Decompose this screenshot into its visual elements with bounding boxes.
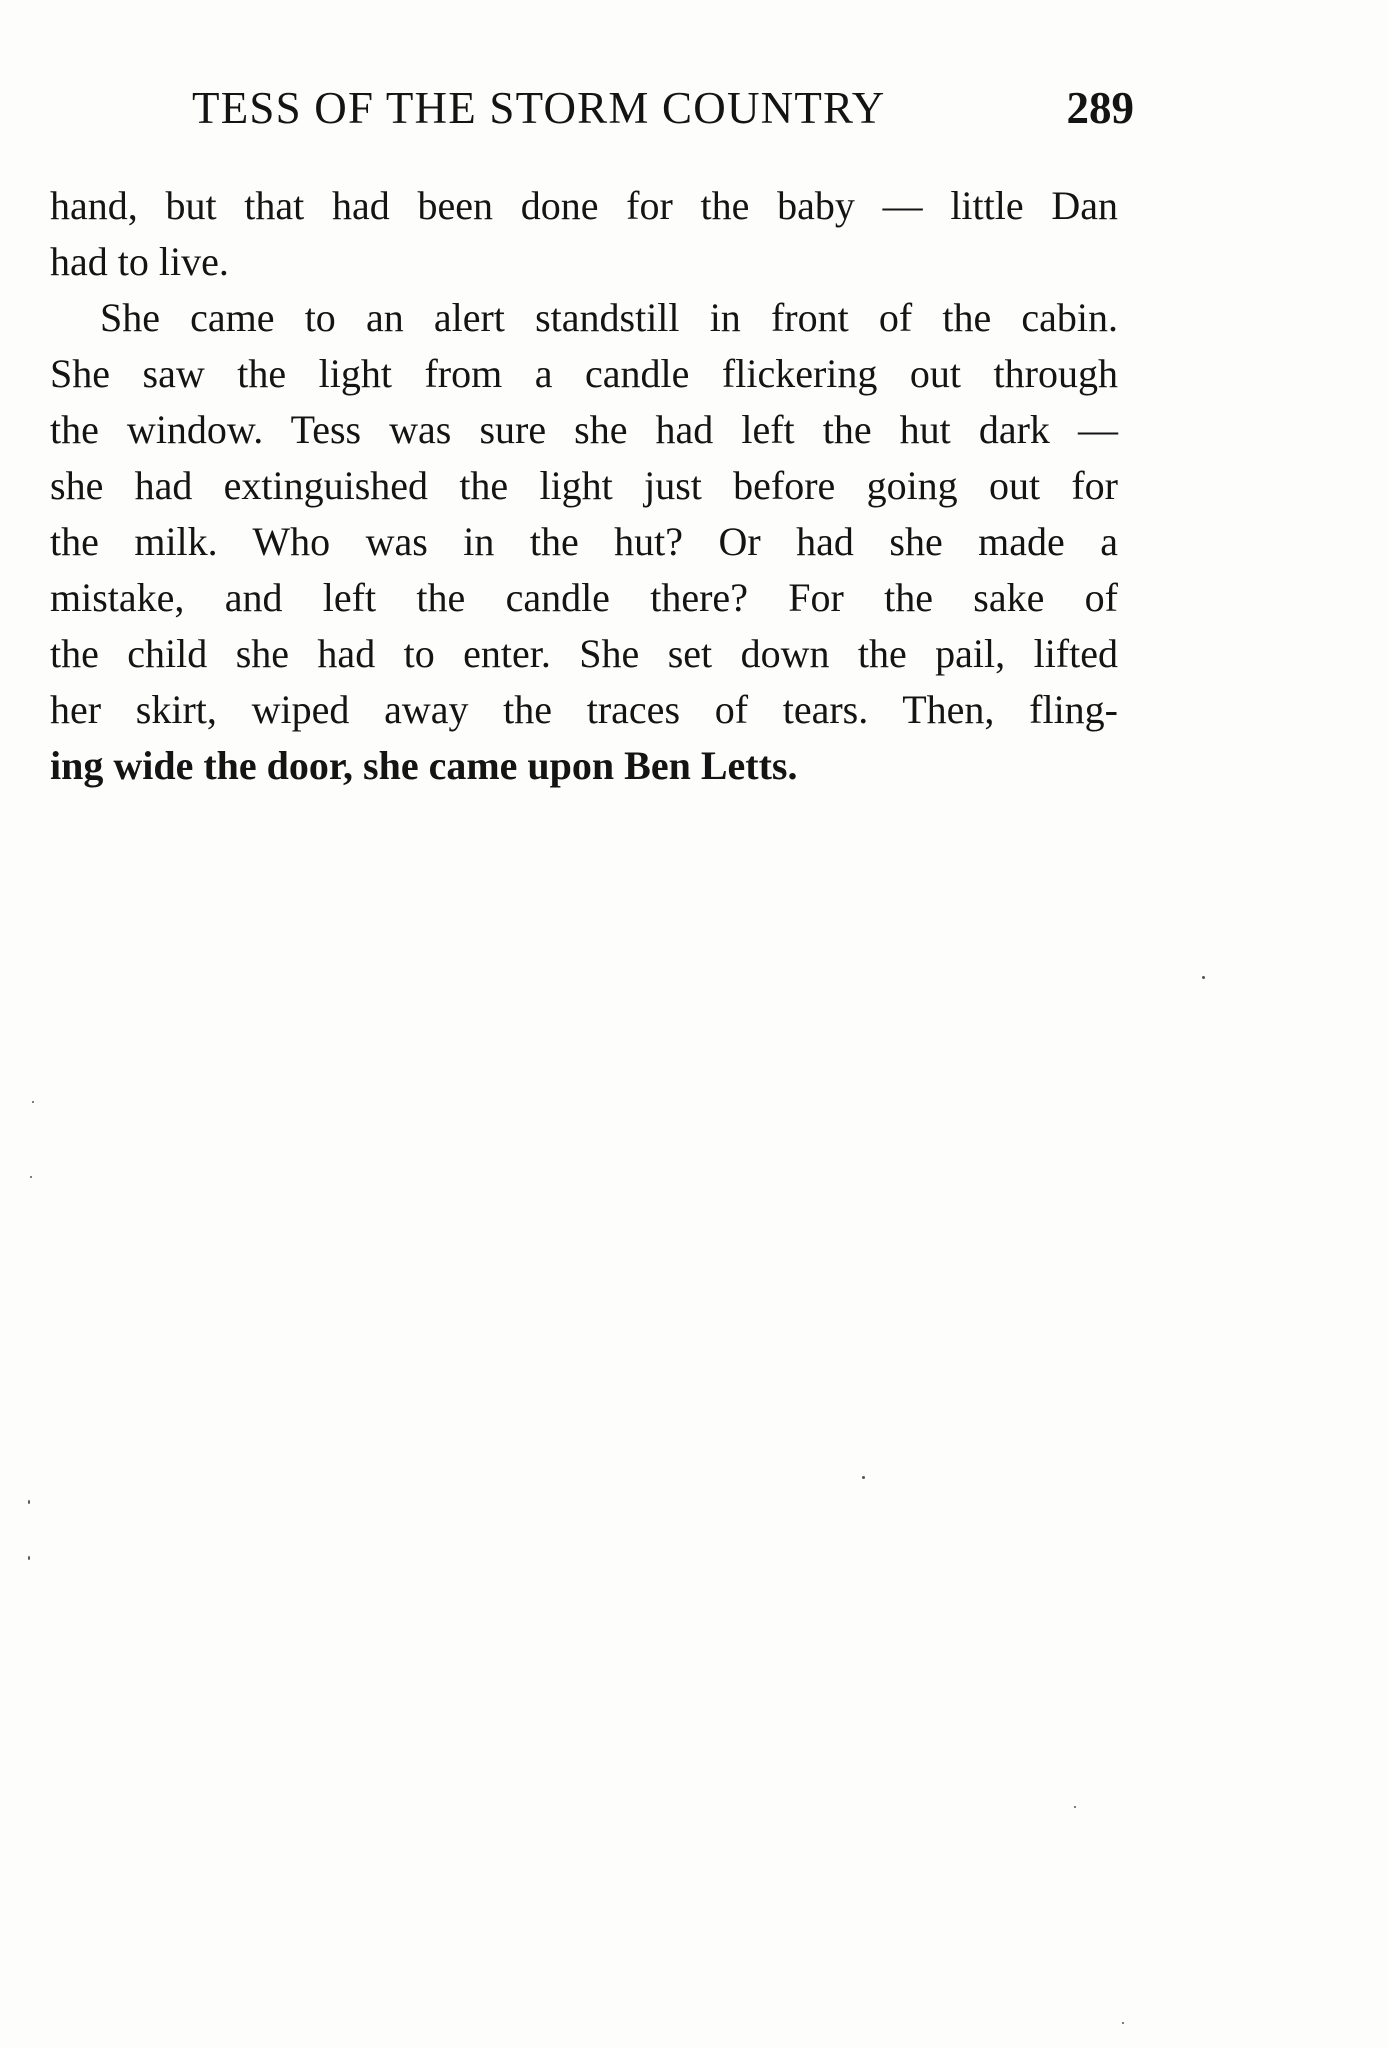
- scan-speck: [28, 1500, 30, 1504]
- scan-speck: [30, 1176, 32, 1178]
- scan-speck: [28, 1556, 30, 1560]
- scan-speck: [862, 1476, 865, 1479]
- text-line: the child she had to enter. She set down the pail, lifted: [50, 631, 1118, 676]
- text-line-last: ing wide the door, she came upon Ben Letts.: [50, 743, 798, 788]
- paragraph-first-line: She came to an alert standstill in front of the cabin.: [100, 295, 1118, 340]
- text-line: She saw the light from a candle flickering out through: [50, 351, 1118, 396]
- text-line: mistake, and left the candle there? For the sake of: [50, 575, 1118, 620]
- page-number: 289: [1066, 83, 1134, 133]
- text-line: the window. Tess was sure she had left the hut dark —: [50, 407, 1118, 452]
- text-line: the milk. Who was in the hut? Or had she made a: [50, 519, 1118, 564]
- scan-speck: [1074, 1806, 1076, 1808]
- text-line: she had extinguished the light just before going out for: [50, 463, 1118, 508]
- text-line: hand, but that had been done for the baby — little Dan: [50, 183, 1118, 228]
- text-line: her skirt, wiped away the traces of tears. Then, fling-: [50, 687, 1118, 732]
- scan-speck: [1122, 2022, 1124, 2024]
- body-text: [50, 178, 1118, 794]
- running-title: TESS OF THE STORM COUNTRY: [192, 83, 886, 133]
- running-head: [188, 82, 1134, 134]
- scan-speck: [32, 1101, 34, 1103]
- text-line: had to live.: [50, 239, 229, 284]
- scan-speck: [1202, 976, 1205, 979]
